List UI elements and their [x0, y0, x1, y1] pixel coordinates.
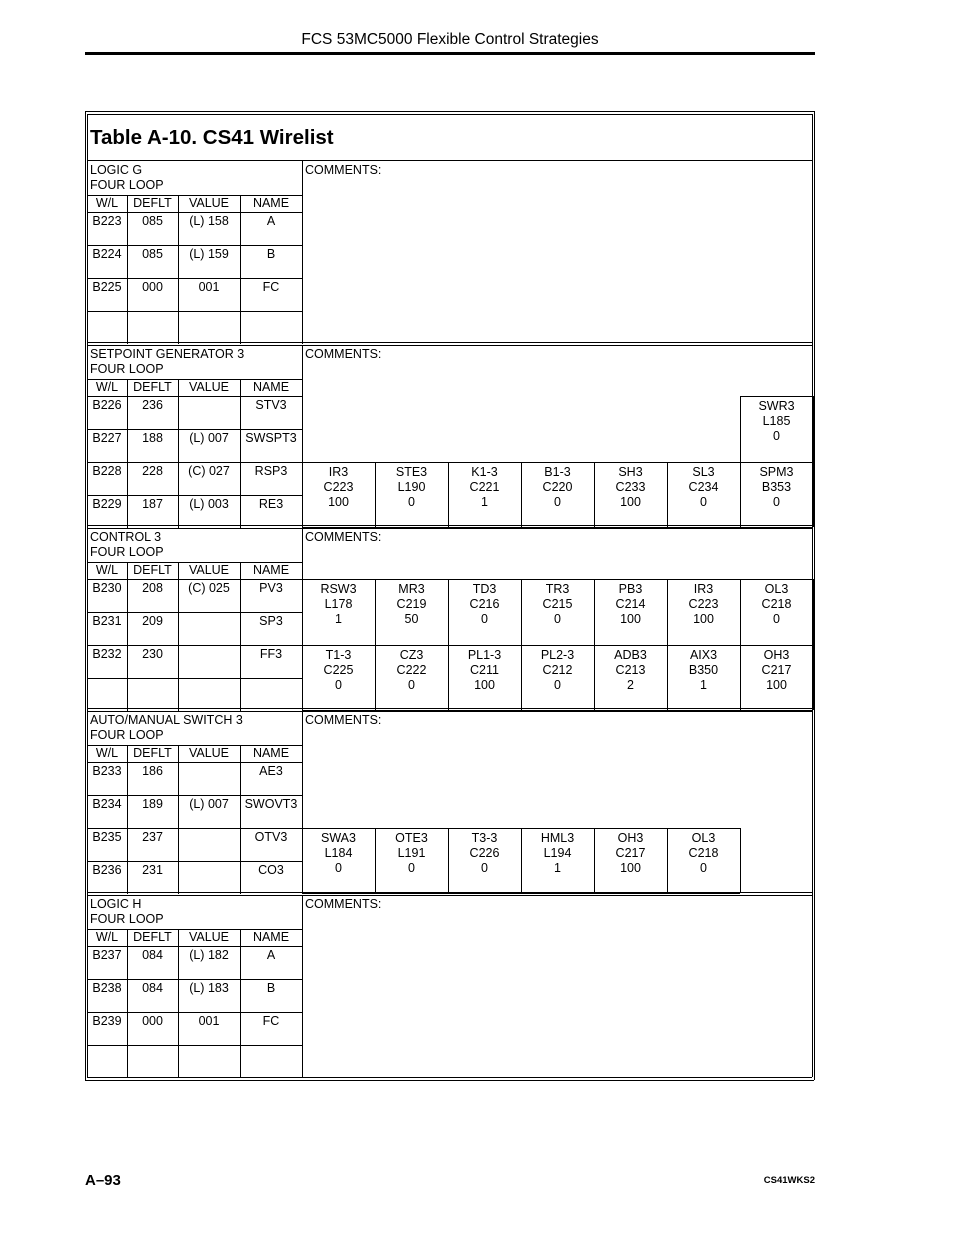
param-box-value: 100 — [620, 612, 641, 626]
param-box-bottom — [667, 527, 740, 528]
param-box-value: MR3 — [398, 582, 425, 596]
block-title: CONTROL 3 — [90, 530, 162, 544]
column-header: W/L — [95, 380, 119, 394]
table-cell: B235 — [92, 830, 122, 844]
param-box-value: 1 — [700, 678, 707, 692]
param-box-top — [302, 579, 375, 580]
param-box-value: C211 — [470, 663, 499, 677]
block-separator — [87, 528, 812, 529]
param-box-value: 100 — [693, 612, 714, 626]
param-box-value: SWR3 — [758, 399, 795, 413]
param-box-bottom — [594, 527, 667, 528]
column-header: VALUE — [188, 380, 230, 394]
param-box-value: 0 — [554, 678, 561, 692]
title-row-rule — [87, 160, 812, 161]
param-box-value: L194 — [543, 846, 572, 860]
table-cell: SWSPT3 — [245, 431, 297, 445]
param-box-value: C217 — [761, 663, 792, 677]
param-box-value: OL3 — [691, 831, 716, 845]
block-title: SETPOINT GENERATOR 3 — [90, 347, 245, 361]
table-cell: 189 — [142, 797, 163, 811]
table-cell: SP3 — [259, 614, 283, 628]
param-box-value: 0 — [335, 678, 342, 692]
param-box-top — [740, 645, 813, 646]
column-header: DEFLT — [133, 380, 172, 394]
param-box-bottom — [375, 710, 448, 711]
table-cell: 188 — [142, 431, 163, 445]
param-box-top — [521, 462, 594, 463]
table-cell: 186 — [142, 764, 163, 778]
param-box-value: 0 — [554, 612, 561, 626]
table-cell: B239 — [92, 1014, 122, 1028]
param-box-top — [375, 645, 448, 646]
column-header: DEFLT — [133, 563, 172, 577]
header-rule — [87, 762, 302, 763]
param-box-value: ADB3 — [614, 648, 647, 662]
param-box-bottom — [521, 710, 594, 711]
table-cell: A — [266, 214, 276, 228]
table-cell: (L) 007 — [189, 797, 229, 811]
figure-code: CS41WKS2 — [763, 1175, 815, 1186]
table-cell: 230 — [142, 647, 163, 661]
param-box-value: HML3 — [540, 831, 575, 845]
table-cell: PV3 — [259, 581, 283, 595]
param-box-value: L184 — [324, 846, 353, 860]
param-box-value: 100 — [328, 495, 349, 509]
param-box-value: 1 — [554, 861, 561, 875]
param-box-value: C221 — [469, 480, 500, 494]
param-box-value: 0 — [773, 429, 780, 443]
block-separator — [87, 345, 812, 346]
param-box-value: SL3 — [692, 465, 715, 479]
param-box-value: L190 — [397, 480, 426, 494]
running-header: FCS 53MC5000 Flexible Control Strategies — [301, 31, 599, 48]
table-cell: B237 — [92, 948, 122, 962]
param-box-value: C213 — [615, 663, 646, 677]
param-box-value: AIX3 — [689, 648, 718, 662]
table-cell: (L) 159 — [189, 247, 229, 261]
table-cell: B228 — [92, 464, 122, 478]
column-header: NAME — [252, 196, 290, 210]
param-box-top — [521, 828, 594, 829]
param-box-value: OTE3 — [395, 831, 428, 845]
param-box-value: 2 — [627, 678, 634, 692]
param-box-value: C226 — [469, 846, 500, 860]
outer-border-right — [814, 111, 815, 1080]
block-separator — [87, 708, 812, 709]
table-cell: 000 — [142, 1014, 163, 1028]
column-header: DEFLT — [133, 746, 172, 760]
column-header: NAME — [252, 563, 290, 577]
table-cell: STV3 — [255, 398, 287, 412]
param-box-value: C215 — [542, 597, 573, 611]
row-rule — [87, 495, 302, 496]
comments-label: COMMENTS: — [305, 713, 382, 727]
table-cell: B232 — [92, 647, 122, 661]
block-subtitle: FOUR LOOP — [90, 362, 164, 376]
param-box-value: B353 — [761, 480, 792, 494]
param-box-value: L178 — [324, 597, 353, 611]
table-cell: SWOVT3 — [244, 797, 298, 811]
param-box-top — [375, 579, 448, 580]
param-box-bottom — [667, 710, 740, 711]
param-box-top — [594, 828, 667, 829]
param-box-right — [813, 462, 814, 527]
param-box-value: 0 — [773, 495, 780, 509]
param-box-bottom — [448, 893, 521, 894]
param-box-right — [740, 828, 741, 893]
comments-label: COMMENTS: — [305, 347, 382, 361]
row-rule — [87, 1045, 302, 1046]
row-rule — [87, 462, 302, 463]
param-box-value: 100 — [620, 861, 641, 875]
comments-label: COMMENTS: — [305, 163, 382, 177]
param-box-value: B1-3 — [544, 465, 571, 479]
param-box-top — [667, 579, 740, 580]
column-header: VALUE — [188, 563, 230, 577]
param-box-bottom — [594, 893, 667, 894]
param-box-value: IR3 — [328, 465, 349, 479]
table-cell: B226 — [92, 398, 122, 412]
table-cell: B227 — [92, 431, 122, 445]
param-box-bottom — [302, 710, 375, 711]
param-box-value: C234 — [688, 480, 719, 494]
param-box-value: OH3 — [617, 831, 644, 845]
row-rule — [87, 828, 302, 829]
param-box-top — [740, 396, 813, 397]
param-box-bottom — [448, 710, 521, 711]
param-box-top — [667, 828, 740, 829]
table-cell: (L) 007 — [189, 431, 229, 445]
table-cell: 001 — [198, 280, 220, 294]
column-header: W/L — [95, 563, 119, 577]
table-cell: B — [266, 247, 276, 261]
row-rule — [87, 861, 302, 862]
table-cell: 085 — [142, 247, 163, 261]
param-box-value: L191 — [397, 846, 426, 860]
param-box-top — [594, 645, 667, 646]
param-box-bottom — [302, 893, 375, 894]
table-cell: A — [266, 948, 276, 962]
param-box-bottom — [521, 893, 594, 894]
header-rule — [87, 396, 302, 397]
block-separator — [87, 525, 812, 526]
param-box-bottom — [594, 710, 667, 711]
column-header: DEFLT — [133, 196, 172, 210]
param-box-value: 0 — [408, 495, 415, 509]
param-box-value: C225 — [323, 663, 354, 677]
param-box-top — [594, 462, 667, 463]
param-box-value: 0 — [408, 678, 415, 692]
param-box-value: OL3 — [764, 582, 789, 596]
param-box-bottom — [740, 710, 813, 711]
row-rule — [87, 1012, 302, 1013]
column-header: W/L — [95, 196, 119, 210]
table-cell: B234 — [92, 797, 122, 811]
table-cell: 237 — [142, 830, 163, 844]
param-box-value: C223 — [323, 480, 354, 494]
block-subtitle: FOUR LOOP — [90, 912, 164, 926]
param-box-value: L185 — [762, 414, 791, 428]
param-box-top — [667, 645, 740, 646]
block-separator — [87, 342, 812, 343]
param-box-value: 0 — [408, 861, 415, 875]
row-rule — [87, 645, 302, 646]
param-box-value: K1-3 — [471, 465, 498, 479]
param-box-bottom — [448, 527, 521, 528]
table-cell: B224 — [92, 247, 122, 261]
table-cell: FC — [262, 1014, 280, 1028]
table-cell: 208 — [142, 581, 163, 595]
param-box-value: B350 — [688, 663, 719, 677]
table-cell: 000 — [142, 280, 163, 294]
table-cell: FF3 — [259, 647, 283, 661]
param-box-bottom — [375, 893, 448, 894]
param-box-value: 0 — [700, 861, 707, 875]
table-cell: B — [266, 981, 276, 995]
column-header: NAME — [252, 930, 290, 944]
row-rule — [87, 678, 302, 679]
param-box-value: C233 — [615, 480, 646, 494]
param-box-value: C218 — [761, 597, 792, 611]
param-box-value: IR3 — [693, 582, 714, 596]
param-box-top — [521, 579, 594, 580]
table-cell: RSP3 — [254, 464, 288, 478]
column-header: W/L — [95, 930, 119, 944]
param-box-bottom — [521, 527, 594, 528]
column-header: NAME — [252, 746, 290, 760]
param-box-top — [740, 579, 813, 580]
header-rule — [85, 52, 815, 55]
param-box-value: C217 — [615, 846, 646, 860]
row-rule — [87, 612, 302, 613]
param-box-bottom — [667, 893, 740, 894]
param-box-value: C220 — [542, 480, 573, 494]
table-cell: B231 — [92, 614, 122, 628]
param-box-bottom — [740, 527, 813, 528]
block-title: LOGIC H — [90, 897, 142, 911]
table-cell: 231 — [142, 863, 163, 877]
row-rule — [87, 311, 302, 312]
param-box-value: 0 — [481, 612, 488, 626]
param-box-top — [302, 462, 375, 463]
column-header: W/L — [95, 746, 119, 760]
param-box-top — [302, 828, 375, 829]
outer-border-bottom — [85, 1080, 814, 1081]
column-rule — [178, 745, 179, 894]
outer-border-top-inner — [87, 114, 812, 115]
table-cell: (L) 183 — [189, 981, 229, 995]
comments-label: COMMENTS: — [305, 530, 382, 544]
param-box-value: C212 — [542, 663, 573, 677]
param-box-value: C223 — [688, 597, 719, 611]
param-box-value: 1 — [335, 612, 342, 626]
comments-label: COMMENTS: — [305, 897, 382, 911]
param-box-right — [813, 579, 814, 645]
column-header: VALUE — [188, 746, 230, 760]
table-cell: FC — [262, 280, 280, 294]
table-cell: (C) 025 — [188, 581, 230, 595]
param-box-value: 100 — [620, 495, 641, 509]
param-box-value: C218 — [688, 846, 719, 860]
param-box-value: TD3 — [472, 582, 497, 596]
param-box-top — [594, 579, 667, 580]
row-rule — [87, 429, 302, 430]
param-box-value: PL1-3 — [467, 648, 502, 662]
page-number: A–93 — [85, 1172, 121, 1189]
param-box-right — [813, 396, 814, 462]
param-box-top — [521, 645, 594, 646]
block-subtitle: FOUR LOOP — [90, 545, 164, 559]
table-cell: B233 — [92, 764, 122, 778]
block-separator — [87, 711, 812, 712]
column-header: NAME — [252, 380, 290, 394]
row-rule — [87, 795, 302, 796]
table-cell: OTV3 — [254, 830, 288, 844]
table-cell: 187 — [142, 497, 163, 511]
outer-border-bottom-inner — [87, 1077, 812, 1078]
param-box-value: C214 — [615, 597, 646, 611]
row-rule — [87, 245, 302, 246]
param-box-value: TR3 — [545, 582, 570, 596]
block-title: LOGIC G — [90, 163, 143, 177]
param-box-right — [813, 645, 814, 710]
param-box-value: OH3 — [763, 648, 790, 662]
table-cell: 236 — [142, 398, 163, 412]
block-subtitle: FOUR LOOP — [90, 178, 164, 192]
table-cell: CO3 — [258, 863, 284, 877]
param-box-value: SWA3 — [321, 831, 356, 845]
comments-divider — [302, 161, 303, 344]
table-cell: B236 — [92, 863, 122, 877]
param-box-value: 0 — [773, 612, 780, 626]
param-box-value: SPM3 — [759, 465, 794, 479]
table-cell: 085 — [142, 214, 163, 228]
param-box-top — [448, 645, 521, 646]
column-header: DEFLT — [133, 930, 172, 944]
param-box-value: C216 — [469, 597, 500, 611]
row-rule — [87, 278, 302, 279]
table-cell: (C) 027 — [188, 464, 230, 478]
table-cell: AE3 — [259, 764, 283, 778]
table-cell: B225 — [92, 280, 122, 294]
table-cell: B238 — [92, 981, 122, 995]
header-rule — [87, 212, 302, 213]
param-box-value: 100 — [474, 678, 495, 692]
block-title: AUTO/MANUAL SWITCH 3 — [90, 713, 243, 727]
param-box-top — [448, 579, 521, 580]
param-box-value: SH3 — [618, 465, 643, 479]
comments-divider — [302, 895, 303, 1078]
outer-border-left — [85, 111, 86, 1080]
param-box-top — [375, 828, 448, 829]
param-box-value: 100 — [766, 678, 787, 692]
table-cell: RE3 — [258, 497, 284, 511]
param-box-value: T3-3 — [471, 831, 498, 845]
row-rule — [87, 979, 302, 980]
param-box-top — [302, 645, 375, 646]
table-cell: B223 — [92, 214, 122, 228]
param-box-bottom — [302, 527, 375, 528]
table-cell: (L) 003 — [189, 497, 229, 511]
param-box-value: 0 — [700, 495, 707, 509]
param-box-value: PL2-3 — [540, 648, 575, 662]
table-cell: 001 — [198, 1014, 220, 1028]
param-box-value: C219 — [396, 597, 427, 611]
table-cell: 084 — [142, 948, 163, 962]
param-box-value: RSW3 — [320, 582, 357, 596]
param-box-top — [448, 828, 521, 829]
header-rule — [87, 946, 302, 947]
outer-border-top — [85, 111, 814, 112]
param-box-top — [448, 462, 521, 463]
param-box-value: PB3 — [618, 582, 643, 596]
param-box-value: CZ3 — [399, 648, 424, 662]
param-box-value: 50 — [404, 612, 419, 626]
param-box-top — [740, 462, 813, 463]
param-box-value: T1-3 — [325, 648, 352, 662]
param-box-value: 0 — [554, 495, 561, 509]
param-box-top — [667, 462, 740, 463]
table-cell: 209 — [142, 614, 163, 628]
param-box-value: 0 — [335, 861, 342, 875]
block-subtitle: FOUR LOOP — [90, 728, 164, 742]
param-box-value: 1 — [481, 495, 488, 509]
block-separator — [87, 895, 812, 896]
table-cell: 084 — [142, 981, 163, 995]
column-header: VALUE — [188, 930, 230, 944]
table-title: Table A-10. CS41 Wirelist — [90, 126, 334, 149]
column-header: VALUE — [188, 196, 230, 210]
table-cell: B230 — [92, 581, 122, 595]
table-cell: 228 — [142, 464, 163, 478]
table-cell: B229 — [92, 497, 122, 511]
param-box-bottom — [375, 527, 448, 528]
table-cell: (L) 182 — [189, 948, 229, 962]
header-rule — [87, 579, 302, 580]
param-box-value: C222 — [396, 663, 427, 677]
table-cell: (L) 158 — [189, 214, 229, 228]
param-box-value: STE3 — [395, 465, 428, 479]
param-box-value: 0 — [481, 861, 488, 875]
param-box-top — [375, 462, 448, 463]
